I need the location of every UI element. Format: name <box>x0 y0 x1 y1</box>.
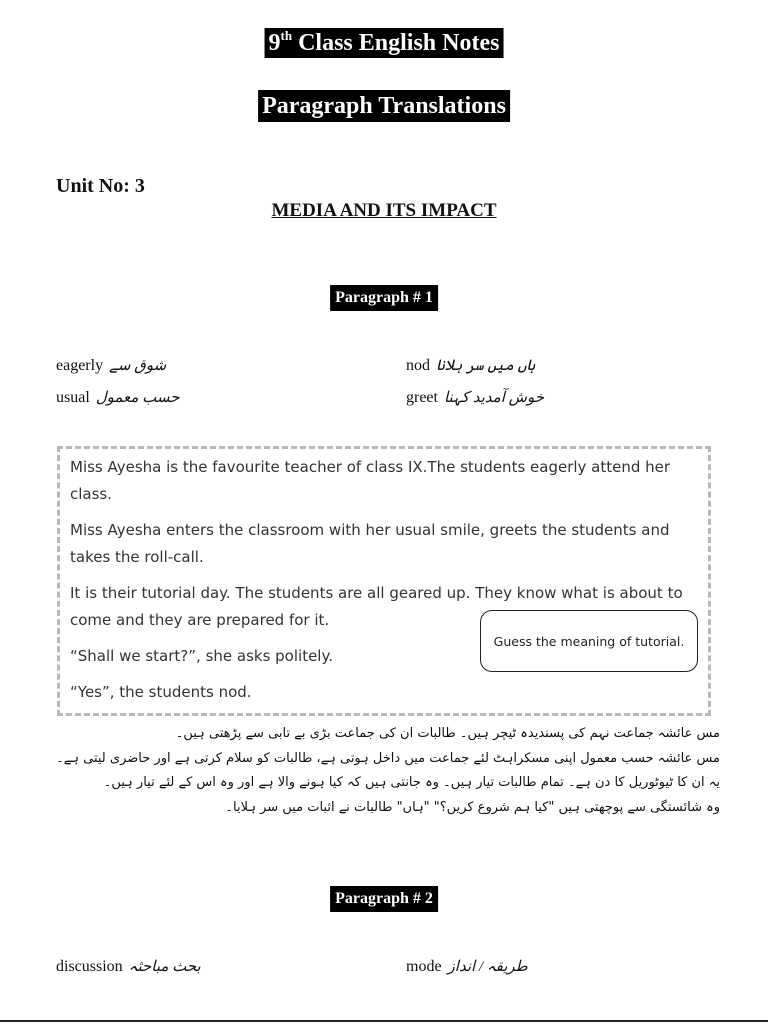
vocab-item <box>56 356 166 375</box>
urdu-translation <box>56 722 720 820</box>
vocab-english: discussion <box>56 958 123 975</box>
urdu-line: مس عائشہ حسب معمول اپنی مسکراہٹ لئے جماعت میں داخل ہوتی ہے، طالبات کو سلام کرتی ہے اور حاضری لیتی ہے۔ <box>56 750 720 766</box>
vocab-item <box>56 388 180 407</box>
vocab-item <box>56 957 201 976</box>
passage-box <box>57 446 711 716</box>
vocab-urdu: بحث مباحثہ <box>128 959 201 975</box>
page-divider <box>0 1020 768 1022</box>
vocab-english: nod <box>406 357 430 374</box>
chapter-heading: MEDIA AND ITS IMPACT <box>271 200 497 221</box>
vocab-english: eagerly <box>56 357 104 374</box>
paragraph-1-label: Paragraph # 1 <box>330 285 438 311</box>
title-text: Class English Notes <box>292 30 500 56</box>
vocab-english: mode <box>406 958 442 975</box>
title-superscript: th <box>280 28 293 43</box>
vocab-item <box>406 957 528 976</box>
page-subtitle: Paragraph Translations <box>258 90 510 122</box>
vocab-urdu: شوق سے <box>109 358 167 374</box>
vocab-urdu: طریقہ / انداز <box>447 959 528 975</box>
vocab-urdu: خوش آمدید کہنا <box>443 390 544 406</box>
vocab-item <box>406 388 544 407</box>
callout-box: Guess the meaning of tutorial. <box>480 610 698 672</box>
urdu-line: یہ ان کا ٹیوٹوریل کا دن ہے۔ تمام طالبات تیار ہیں۔ وہ جانتی ہیں کہ کیا ہونے والا ہے اور وہ اس کے لئے تیار ہیں۔ <box>103 775 720 790</box>
passage-sentence: It is their tutorial day. The students are all geared up. They know what is about to come and they are prepared for it. <box>70 584 683 629</box>
vocab-english: greet <box>406 389 438 406</box>
vocab-urdu: حسب معمول <box>95 390 180 406</box>
vocab-item <box>406 356 535 375</box>
vocab-english: usual <box>56 389 90 406</box>
urdu-line: مس عائشہ جماعت نہم کی پسندیدہ ٹیچر ہیں۔ طالبات ان کی جماعت بڑی بے تابی سے پڑھتی ہیں۔ <box>175 726 720 741</box>
passage-sentence: “Shall we start?”, she asks politely. <box>70 647 333 665</box>
urdu-line: وہ شائستگی سے پوچھتی ہیں "کیا ہم شروع کریں؟" "ہاں" طالبات نے اثبات میں سر ہلایا۔ <box>225 799 720 815</box>
unit-label: Unit No: 3 <box>56 175 145 197</box>
passage-sentence: Miss Ayesha is the favourite teacher of class IX.The students eagerly attend her class. <box>70 458 671 503</box>
page-title <box>265 28 504 58</box>
passage-sentence: Miss Ayesha enters the classroom with her usual smile, greets the students and takes the roll-call. <box>70 521 670 566</box>
passage-sentence: “Yes”, the students nod. <box>70 683 252 701</box>
vocab-urdu: ہاں میں سر ہلانا <box>436 358 536 374</box>
paragraph-2-label: Paragraph # 2 <box>330 886 438 912</box>
title-number: 9 <box>268 30 281 56</box>
